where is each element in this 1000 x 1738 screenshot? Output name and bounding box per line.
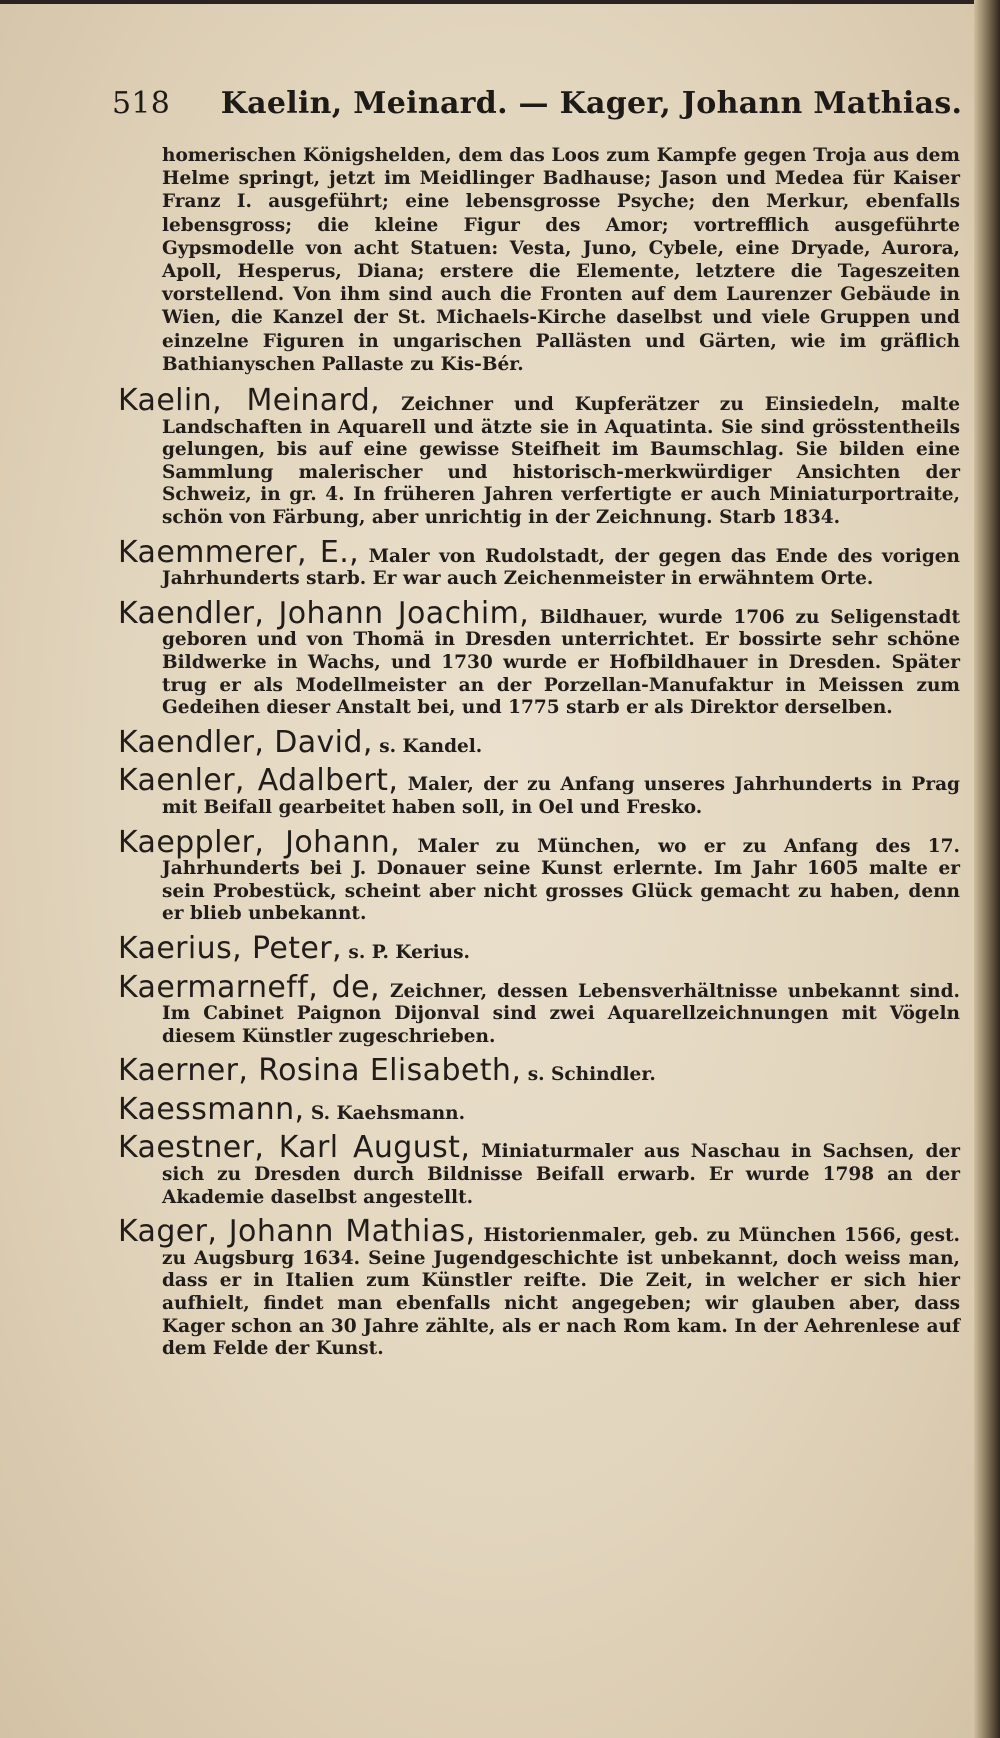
entry-headword: Kaeppler, Johann, <box>118 824 401 860</box>
entry-kager-johann-mathias <box>118 1214 960 1361</box>
entry-text: Historienmaler, geb. zu München 1566, gest. zu Augsburg 1634. Seine Jugendgeschichte ist unbekannt, doch weiss man, dass er in Italien zum Künstler reifte. Die Zeit, in welcher er sich hier aufhielt, findet man ebenfalls nicht angegeben; wir glauben aber, dass Kager schon an 30 Jahre zählte, als er nach Rom kam. In der Aehrenlese auf dem Felde der Kunst. <box>162 1225 960 1360</box>
entry-kaessmann <box>118 1091 960 1127</box>
entry-headword: Kaelin, Meinard, <box>118 383 381 419</box>
entry-text: s. P. Kerius. <box>348 941 470 963</box>
entry-kaendler-david <box>118 724 960 760</box>
entry-headword: Kaendler, Johann Joachim, <box>118 595 530 631</box>
entry-headword: Kager, Johann Mathias, <box>118 1214 476 1250</box>
entry-headword: Kaenler, Adalbert, <box>118 763 399 799</box>
entry-text: Zeichner, dessen Lebensverhältnisse unbekannt sind. Im Cabinet Paignon Dijonval sind zwei Aquarellzeichnungen mit Vögeln diesem Künstler zugeschrieben. <box>162 980 960 1047</box>
entry-kaendler-johann-joachim <box>118 595 960 720</box>
entry-text: Bildhauer, wurde 1706 zu Seligenstadt geboren und von Thomä in Dresden unterrichtet. Er bossirte sehr schöne Bildwerke in Wachs, und 1730 wurde er Hofbildhauer in Dresden. Später trug er als Modellmeister an der Porzellan-Manufaktur in Meissen zum Gedeihen dieser Anstalt bei, und 1775 starb er als Direktor derselben. <box>162 606 960 719</box>
entry-text: Maler von Rudolstadt, der gegen das Ende des vorigen Jahrhunderts starb. Er war auch Zeichenmeister in erwähntem Orte. <box>162 545 960 590</box>
page-number: 518 <box>112 86 171 121</box>
entry-headword: Kaessmann, <box>118 1091 305 1127</box>
entry-headword: Kaerner, Rosina Elisabeth, <box>118 1053 522 1089</box>
entry-kaeppler-johann <box>118 824 960 926</box>
page-edge-shadow <box>974 0 1000 1738</box>
entry-text: Miniaturmaler aus Naschau in Sachsen, der sich zu Dresden durch Bildnisse Beifall erwarb. Er wurde 1798 an der Akademie daselbst angestellt. <box>162 1141 960 1208</box>
entry-kaestner-karl-august <box>118 1130 960 1209</box>
entry-headword: Kaerius, Peter, <box>118 930 342 966</box>
entry-headword: Kaestner, Karl August, <box>118 1130 471 1166</box>
page-header <box>112 86 963 121</box>
entry-text: s. Schindler. <box>527 1064 656 1086</box>
entry-headword: Kaendler, David, <box>118 724 373 760</box>
running-head: Kaelin, Meinard. — Kager, Johann Mathias. <box>220 86 963 121</box>
continuation-paragraph: homerischen Königshelden, dem das Loos zum Kampfe gegen Troja aus dem Helme springt, jetzt im Meidlinger Badhause; Jason und Medea für Kaiser Franz I. ausgeführt; eine lebensgrosse Psyche; den Merkur, ebenfalls lebensgross; die kleine Figur des Amor; vortrefflich ausgeführte Gypsmodelle von acht Statuen: Vesta, Juno, Cybele, eine Dryade, Aurora, Apoll, Hesperus, Diana; erstere die Elemente, letztere die Tageszeiten vorstellend. Von ihm sind auch die Fronten auf dem Laurenzer Gebäude in Wien, die Kanzel der St. Michaels-Kirche daselbst und viele Gruppen und einzelne Figuren in ungarischen Pallästen und Gärten, wie im gräflich Bathianyschen Pallaste zu Kis-Bér. <box>162 145 960 375</box>
entry-headword: Kaermarneff, de, <box>118 969 380 1005</box>
page-body <box>118 144 960 1373</box>
entry-text: Zeichner und Kupferätzer zu Einsiedeln, malte Landschaften in Aquarell und ätzte sie in Aquatinta. Sie sind grösstentheils gelungen, bis auf eine gewisse Steifheit im Baumschlag. Sie bilden eine Sammlung malerischer und historisch-merkwürdiger Ansichten der Schweiz, in gr. 4. In früheren Jahren verfertigte er auch Miniaturportraite, schön von Färbung, aber unrichtig in der Zeichnung. Starb 1834. <box>162 394 960 528</box>
entry-kaerius-peter <box>118 930 960 966</box>
entry-kaemmerer <box>118 534 960 591</box>
entry-kaelin-meinard <box>118 383 960 530</box>
entry-kaermarneff <box>118 969 960 1049</box>
entry-kaenler-adalbert <box>118 763 960 819</box>
entry-text: Maler zu München, wo er zu Anfang des 17. Jahrhunderts bei J. Donauer seine Kunst erlernte. Im Jahr 1605 malte er sein Probestück, scheint aber nicht grosses Glück gemacht zu haben, denn er blieb unbekannt. <box>162 835 960 925</box>
entry-headword: Kaemmerer, E., <box>118 534 360 570</box>
entry-text: s. Kandel. <box>379 735 483 757</box>
entry-text: Maler, der zu Anfang unseres Jahrhunderts in Prag mit Beifall gearbeitet haben soll, in Oel und Fresko. <box>162 774 960 818</box>
entry-text: S. Kaehsmann. <box>310 1102 466 1124</box>
entry-kaerner-rosina <box>118 1053 960 1089</box>
